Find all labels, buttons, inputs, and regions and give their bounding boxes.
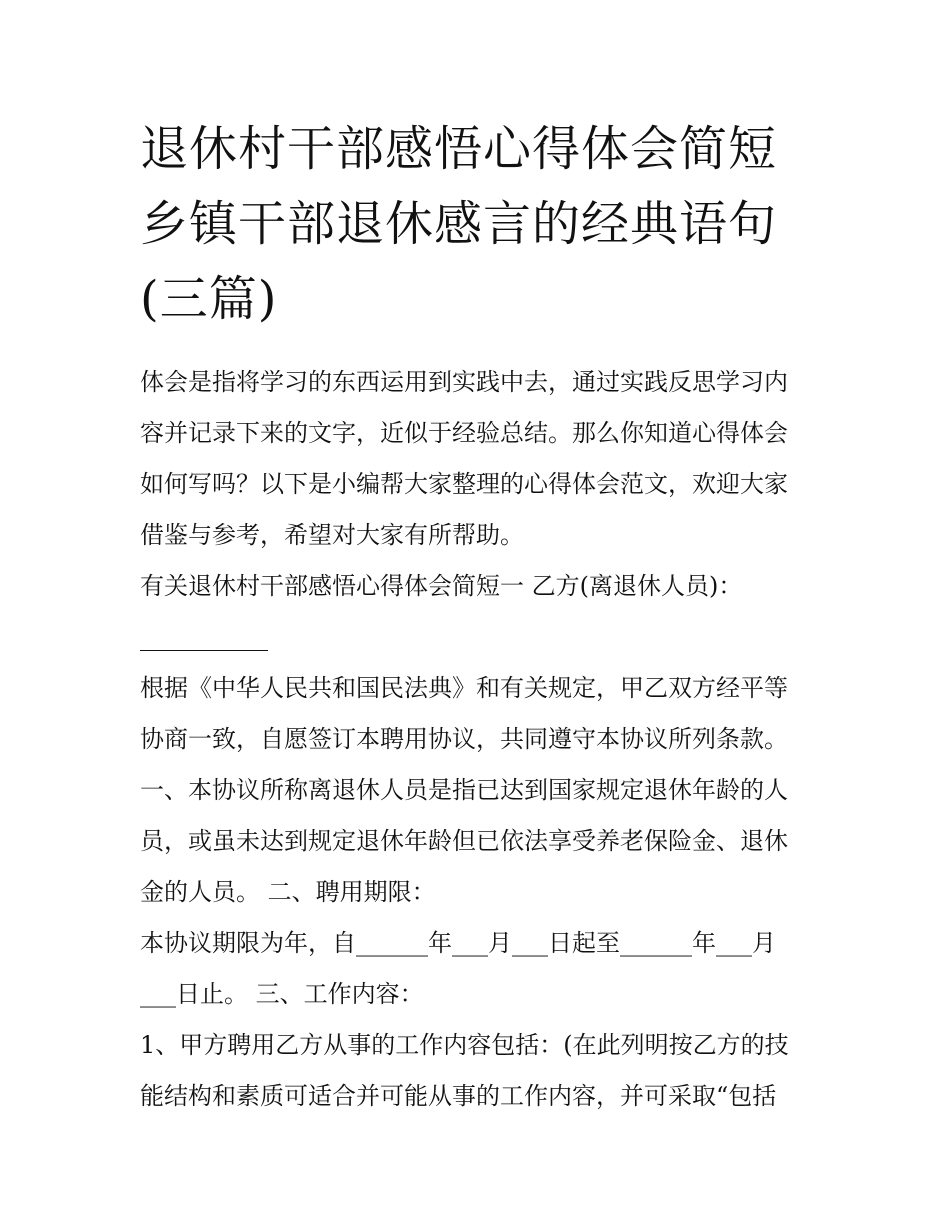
body-line-6: 本协议期限为年，自______年___月___日起至______年___月 [140, 929, 776, 957]
body-line-7: ___日止。 三、工作内容： [140, 980, 424, 1008]
section-heading: 有关退休村干部感悟心得体会简短一 乙方(离退休人员)： [140, 572, 743, 600]
title-line-3: (三篇) [140, 271, 278, 327]
intro-line-1: 体会是指将学习的东西运用到实践中去，通过实践反思学习内 [140, 368, 788, 396]
body-line-8: 1、甲方聘用乙方从事的工作内容包括：(在此列明按乙方的技 [140, 1031, 789, 1059]
body-line-1: 根据《中华人民共和国民法典》和有关规定，甲乙双方经平等 [140, 674, 788, 702]
document-title [140, 112, 820, 337]
blank-signature-line [140, 650, 268, 651]
body-line-9: 能结构和素质可适合并可能从事的工作内容，并可采取“包括 [140, 1082, 777, 1110]
body-line-5: 金的人员。 二、聘用期限： [140, 878, 436, 906]
title-line-2: 乡镇干部退休感言的经典语句 [140, 196, 778, 252]
document-body [140, 357, 820, 1122]
intro-line-2: 容并记录下来的文字，近似于经验总结。那么你知道心得体会 [140, 419, 788, 447]
intro-line-3: 如何写吗？以下是小编帮大家整理的心得体会范文，欢迎大家 [140, 470, 788, 498]
title-line-1: 退休村干部感悟心得体会简短 [140, 121, 778, 177]
body-line-3: 一、本协议所称离退休人员是指已达到国家规定退休年龄的人 [140, 776, 788, 804]
intro-line-4: 借鉴与参考，希望对大家有所帮助。 [140, 521, 524, 549]
document-page [140, 112, 820, 1122]
body-line-2: 协商一致，自愿签订本聘用协议，共同遵守本协议所列条款。 [140, 725, 788, 753]
body-line-4: 员，或虽未达到规定退休年龄但已依法享受养老保险金、退休 [140, 827, 788, 855]
